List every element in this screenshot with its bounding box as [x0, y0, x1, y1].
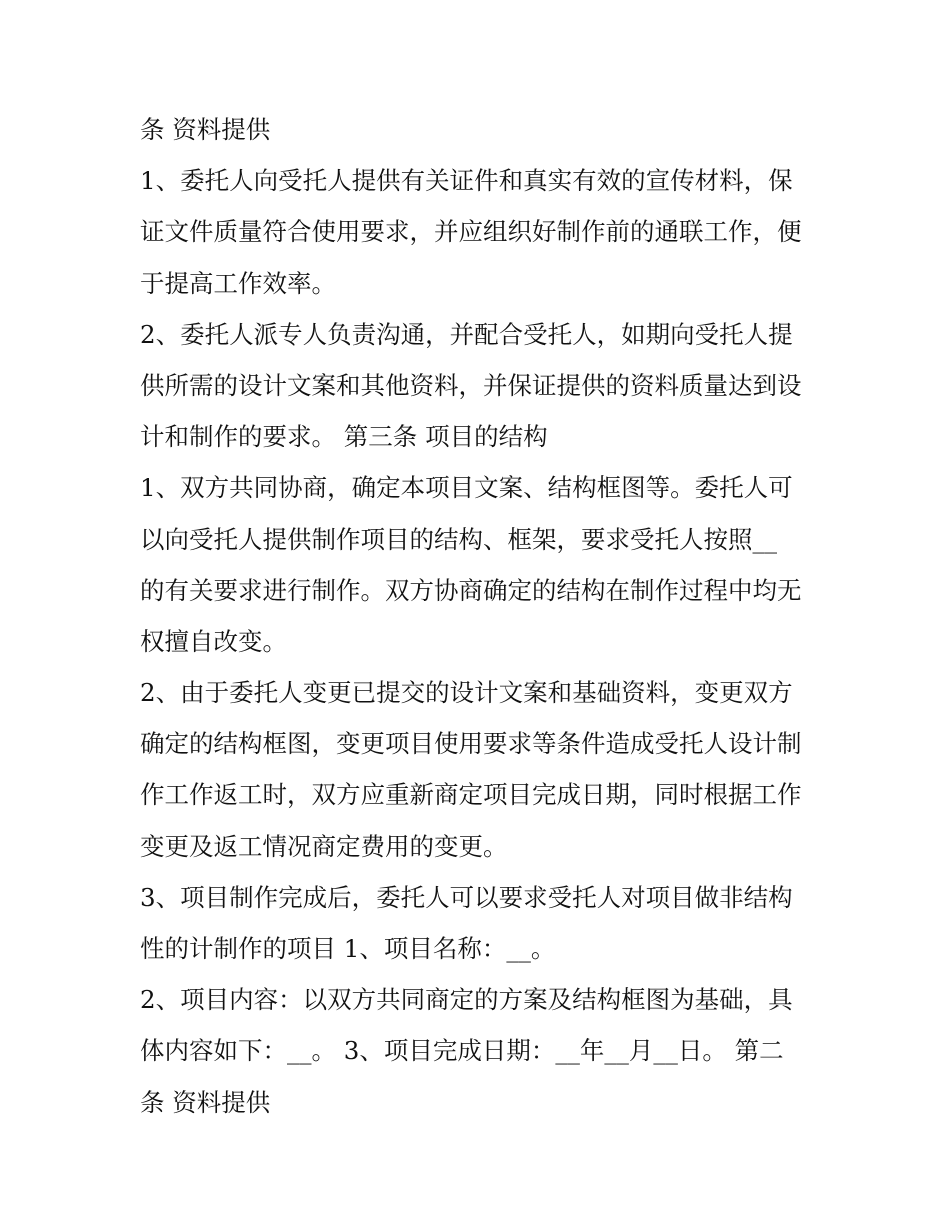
contract-text — [140, 104, 820, 1128]
text-line: 作工作返工时，双方应重新商定项目完成日期，同时根据工作 — [140, 780, 802, 810]
text-line: 的有关要求进行制作。双方协商确定的结构在制作过程中均无 — [140, 575, 802, 605]
text-line: 变更及返工情况商定费用的变更。 — [140, 831, 508, 861]
text-line: 3、项目制作完成后，委托人可以要求受托人对项目做非结构 — [140, 882, 793, 912]
text-line: 1、委托人向受托人提供有关证件和真实有效的宣传材料，保 — [140, 166, 793, 196]
text-line: 于提高工作效率。 — [140, 268, 336, 298]
text-line: 供所需的设计文案和其他资料，并保证提供的资料质量达到设 — [140, 370, 802, 400]
text-line: 2、项目内容：以双方共同商定的方案及结构框图为基础，具 — [140, 985, 793, 1015]
text-line: 权擅自改变。 — [140, 626, 287, 656]
text-line: 2、委托人派专人负责沟通，并配合受托人，如期向受托人提 — [140, 319, 793, 349]
text-line: 性的计制作的项目 1、项目名称：__。 — [140, 934, 556, 963]
text-line: 条 资料提供 — [140, 115, 271, 144]
text-line: 体内容如下：__。 3、项目完成日期：__年__月__日。 第二 — [140, 1036, 784, 1066]
text-line: 证文件质量符合使用要求，并应组织好制作前的通联工作，便 — [140, 217, 802, 247]
text-line: 1、双方共同协商，确定本项目文案、结构框图等。委托人可 — [140, 473, 793, 503]
text-line: 确定的结构框图，变更项目使用要求等条件造成受托人设计制 — [140, 729, 802, 759]
text-line: 2、由于委托人变更已提交的设计文案和基础资料，变更双方 — [140, 678, 793, 708]
text-line: 以向受托人提供制作项目的结构、框架，要求受托人按照__ — [140, 524, 777, 554]
text-line: 条 资料提供 — [140, 1087, 271, 1117]
text-line: 计和制作的要求。 第三条 项目的结构 — [140, 422, 548, 452]
